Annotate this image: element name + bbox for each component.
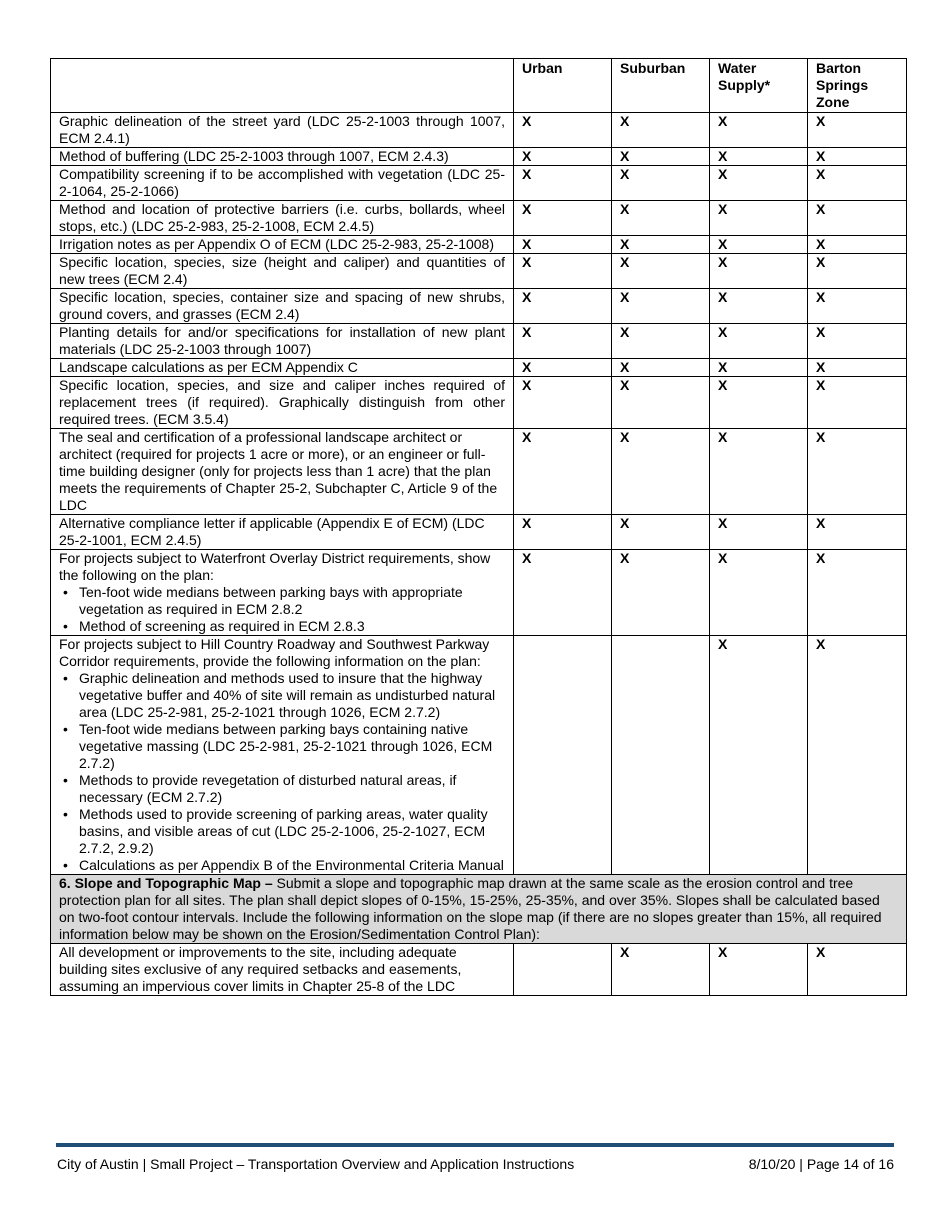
table-row: [51, 377, 907, 429]
suburban-mark: X: [612, 550, 710, 636]
table-row: [51, 429, 907, 515]
header-suburban: Suburban: [612, 59, 710, 113]
table-row: [51, 359, 907, 377]
barton-springs-mark: X: [808, 113, 907, 148]
water-supply-mark: X: [710, 113, 808, 148]
header-row: [51, 59, 907, 113]
table-row: [51, 254, 907, 289]
suburban-mark: X: [612, 148, 710, 166]
water-supply-mark: X: [710, 515, 808, 550]
water-supply-mark: X: [710, 944, 808, 996]
table-row: [51, 166, 907, 201]
suburban-mark: X: [612, 377, 710, 429]
urban-mark: X: [514, 113, 612, 148]
barton-springs-mark: X: [808, 429, 907, 515]
table-row: [51, 324, 907, 359]
water-supply-mark: X: [710, 429, 808, 515]
barton-springs-mark: X: [808, 254, 907, 289]
row-description: Method of buffering (LDC 25-2-1003 through 1007, ECM 2.4.3): [51, 148, 514, 166]
header-urban: Urban: [514, 59, 612, 113]
section-6-text: [51, 875, 907, 944]
row-description: Graphic delineation of the street yard (LDC 25-2-1003 through 1007, ECM 2.4.1): [51, 113, 514, 148]
waterfront-row: [51, 550, 907, 636]
section-6-row: [51, 875, 907, 944]
suburban-mark: X: [612, 166, 710, 201]
urban-mark: X: [514, 324, 612, 359]
urban-mark: X: [514, 515, 612, 550]
barton-springs-mark: X: [808, 515, 907, 550]
barton-springs-mark: X: [808, 166, 907, 201]
list-item: • Methods used to provide screening of parking areas, water quality basins, and visible areas of cut (LDC 25-2-1006, 25-2-1027, ECM 2.7.2, 2.9.2): [59, 806, 505, 857]
barton-springs-mark: X: [808, 359, 907, 377]
table-row: [51, 148, 907, 166]
barton-springs-mark: X: [808, 636, 907, 875]
list-item: • Calculations as per Appendix B of the Environmental Criteria Manual: [59, 857, 505, 874]
suburban-mark: X: [612, 236, 710, 254]
row-description: All development or improvements to the site, including adequate building sites exclusive of any required setbacks and easements, assuming an impervious cover limits in Chapter 25-8 of the LDC: [51, 944, 514, 996]
water-supply-mark: X: [710, 359, 808, 377]
suburban-mark: X: [612, 359, 710, 377]
section-6-body: Submit a slope and topographic map drawn at the same scale as the erosion control and tree protection plan for all sites. The plan shall depict slopes of 0-15%, 15-25%, 25-35%, and over 35%. Slopes shall be calculated based on two-foot contour intervals. Include the following information on the slope map (if there are no slopes greater than 15%, all required information below may be shown on the Erosion/Sedimentation Control Plan):: [59, 875, 882, 942]
row-description: Planting details for and/or specifications for installation of new plant materials (LDC 25-2-1003 through 1007): [51, 324, 514, 359]
list-item: • Ten-foot wide medians between parking bays containing native vegetative massing (LDC 25-2-981, 25-2-1021 through 1026, ECM 2.7.2): [59, 721, 505, 772]
list-item: • Ten-foot wide medians between parking bays with appropriate vegetation as required in ECM 2.8.2: [59, 584, 505, 618]
row-description: Irrigation notes as per Appendix O of ECM (LDC 25-2-983, 25-2-1008): [51, 236, 514, 254]
row-description: The seal and certification of a professional landscape architect or architect (required for projects 1 acre or more), or an engineer or full-time building designer (only for projects less than 1 acre) that the plan meets the requirements of Chapter 25-2, Subchapter C, Article 9 of the LDC: [51, 429, 514, 515]
urban-mark: X: [514, 550, 612, 636]
water-supply-mark: X: [710, 166, 808, 201]
barton-springs-mark: X: [808, 201, 907, 236]
requirements-table: [50, 58, 907, 996]
hill-country-row: [51, 636, 907, 875]
water-supply-mark: X: [710, 201, 808, 236]
urban-mark: X: [514, 201, 612, 236]
row-description: Compatibility screening if to be accomplished with vegetation (LDC 25-2-1064, 25-2-1066): [51, 166, 514, 201]
suburban-mark: X: [612, 944, 710, 996]
water-supply-mark: X: [710, 254, 808, 289]
row-description: Specific location, species, and size and caliper inches required of replacement trees (if required). Graphically distinguish from other required trees. (ECM 3.5.4): [51, 377, 514, 429]
suburban-mark: X: [612, 201, 710, 236]
barton-springs-mark: X: [808, 324, 907, 359]
urban-mark: X: [514, 429, 612, 515]
urban-mark: X: [514, 236, 612, 254]
table-row: [51, 236, 907, 254]
footer-divider: [56, 1143, 894, 1147]
row-description: Landscape calculations as per ECM Appendix C: [51, 359, 514, 377]
list-item: • Methods to provide revegetation of disturbed natural areas, if necessary (ECM 2.7.2): [59, 772, 505, 806]
barton-springs-mark: X: [808, 236, 907, 254]
footer-document-title: City of Austin | Small Project – Transportation Overview and Application Instructions: [57, 1156, 575, 1172]
table-row: [51, 201, 907, 236]
table-row: [51, 289, 907, 324]
suburban-mark: X: [612, 254, 710, 289]
urban-mark: X: [514, 377, 612, 429]
suburban-mark: X: [612, 289, 710, 324]
water-supply-mark: X: [710, 324, 808, 359]
suburban-mark: [612, 636, 710, 875]
suburban-mark: X: [612, 429, 710, 515]
header-blank: [51, 59, 514, 113]
hill-country-bullets: [59, 670, 505, 874]
urban-mark: X: [514, 148, 612, 166]
water-supply-mark: X: [710, 148, 808, 166]
waterfront-bullets: [59, 584, 505, 635]
waterfront-description: [51, 550, 514, 636]
table-row: [51, 515, 907, 550]
water-supply-mark: X: [710, 377, 808, 429]
hill-country-description: [51, 636, 514, 875]
water-supply-mark: X: [710, 289, 808, 324]
suburban-mark: X: [612, 324, 710, 359]
footer-page-info: 8/10/20 | Page 14 of 16: [748, 1156, 894, 1172]
water-supply-mark: X: [710, 550, 808, 636]
row-description: Specific location, species, container size and spacing of new shrubs, ground covers, and grasses (ECM 2.4): [51, 289, 514, 324]
water-supply-mark: X: [710, 236, 808, 254]
header-barton-springs: Barton Springs Zone: [808, 59, 907, 113]
barton-springs-mark: X: [808, 148, 907, 166]
barton-springs-mark: X: [808, 377, 907, 429]
list-item: • Graphic delineation and methods used to insure that the highway vegetative buffer and 40% of site will remain as undisturbed natural area (LDC 25-2-981, 25-2-1021 through 1026, ECM 2.7.2): [59, 670, 505, 721]
suburban-mark: X: [612, 515, 710, 550]
list-item: • Method of screening as required in ECM 2.8.3: [59, 618, 505, 635]
row-description: Specific location, species, size (height and caliper) and quantities of new trees (ECM 2.4): [51, 254, 514, 289]
urban-mark: [514, 944, 612, 996]
row-description: Alternative compliance letter if applicable (Appendix E of ECM) (LDC 25-2-1001, ECM 2.4.5): [51, 515, 514, 550]
barton-springs-mark: X: [808, 289, 907, 324]
suburban-mark: X: [612, 113, 710, 148]
table-row: [51, 113, 907, 148]
section-6-title: 6. Slope and Topographic Map –: [59, 875, 273, 891]
barton-springs-mark: X: [808, 550, 907, 636]
table-row: [51, 944, 907, 996]
hill-country-intro: For projects subject to Hill Country Roadway and Southwest Parkway Corridor requirements, provide the following information on the plan:: [59, 636, 490, 669]
water-supply-mark: X: [710, 636, 808, 875]
urban-mark: [514, 636, 612, 875]
waterfront-intro: For projects subject to Waterfront Overlay District requirements, show the following on the plan:: [59, 550, 491, 583]
barton-springs-mark: X: [808, 944, 907, 996]
header-water-supply: Water Supply*: [710, 59, 808, 113]
urban-mark: X: [514, 254, 612, 289]
urban-mark: X: [514, 166, 612, 201]
urban-mark: X: [514, 359, 612, 377]
urban-mark: X: [514, 289, 612, 324]
row-description: Method and location of protective barriers (i.e. curbs, bollards, wheel stops, etc.) (LDC 25-2-983, 25-2-1008, ECM 2.4.5): [51, 201, 514, 236]
